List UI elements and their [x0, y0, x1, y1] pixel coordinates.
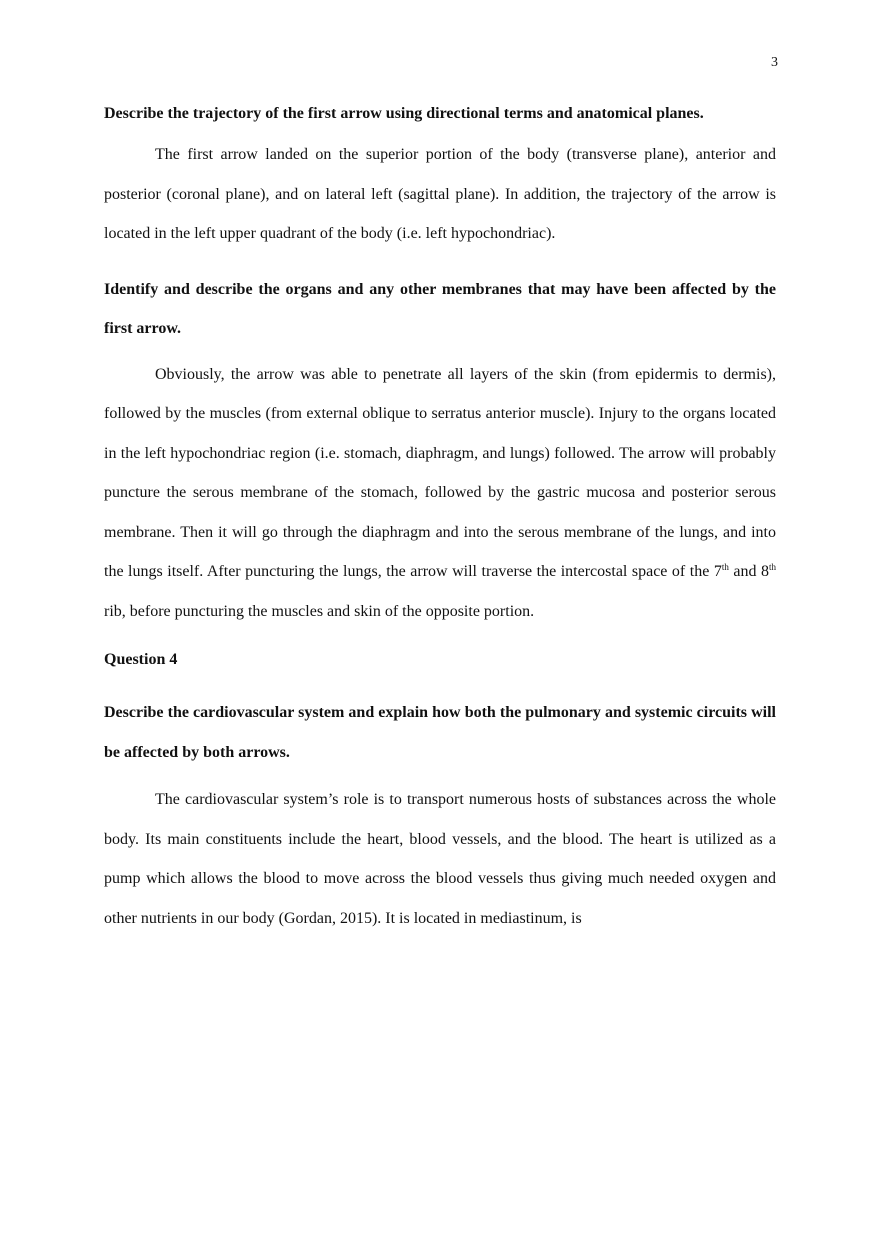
page-number: 3 — [771, 55, 778, 70]
document-body — [104, 99, 776, 938]
q3-answer-organs-part1: Obviously, the arrow was able to penetrate all layers of the skin (from epidermis to dermis), followed by the muscles (from external oblique to serratus anterior muscle). Injury to the organs located in the left hypochondriac region (i.e. stomach, diaphragm, and lungs) followed. The arrow will probably puncture the serous membrane of the stomach, followed by the gastric mucosa and posterior serous membrane. Then it will go through the diaphragm and into the serous membrane of the lungs, and into the lungs itself. After puncturing the lungs, the arrow will traverse the intercostal space of the 7 — [104, 365, 776, 580]
superscript-th-8: th — [768, 562, 776, 572]
q3-heading-organs: Identify and describe the organs and any other membranes that may have been affected by the first arrow. — [104, 280, 776, 337]
q3-heading-trajectory: Describe the trajectory of the first arrow using directional terms and anatomical planes. — [104, 105, 704, 122]
q3-answer-organs-part2: and 8 — [728, 563, 769, 580]
superscript-th-7: th — [721, 562, 729, 572]
q3-answer-organs-part3: rib, before puncturing the muscles and skin of the opposite portion. — [104, 602, 535, 620]
q4-heading-cardiovascular: Describe the cardiovascular system and explain how both the pulmonary and systemic circuits will be affected by both arrows. — [104, 704, 776, 761]
q3-answer-trajectory: The first arrow landed on the superior portion of the body (transverse plane), anterior and posterior (coronal plane), and on lateral left (sagittal plane). In addition, the trajectory of the arrow is located in the left upper quadrant of the body (i.e. left hypochondriac). — [104, 146, 776, 242]
q4-answer-cardiovascular: The cardiovascular system’s role is to transport numerous hosts of substances across the whole body. Its main constituents include the heart, blood vessels, and the blood. The heart is utilized as a pump which allows the blood to move across the blood vessels thus giving much needed oxygen and other nutrients in our body (Gordan, 2015). It is located in mediastinum, is — [104, 791, 776, 927]
question-4-title: Question 4 — [104, 651, 178, 668]
q3-answer-organs — [104, 355, 776, 632]
